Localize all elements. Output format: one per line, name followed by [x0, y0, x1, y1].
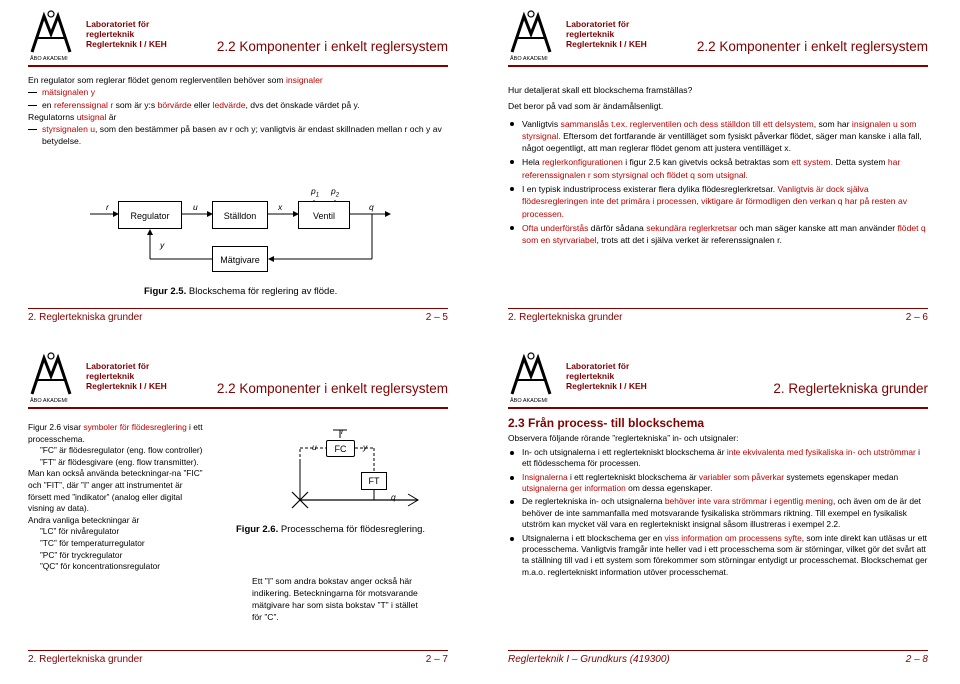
signal-r: r	[106, 202, 109, 212]
header-rule	[508, 65, 928, 67]
signal-y: y	[160, 240, 165, 250]
slide-2-5	[0, 0, 480, 342]
signal-x: x	[278, 202, 283, 212]
slide-title: 2.2 Komponenter i enkelt reglersystem	[216, 39, 448, 54]
signal-u: u	[193, 202, 198, 212]
lab-name: Laboratoriet för reglerteknik Reglerteknik I / KEH	[566, 19, 647, 49]
bullet-2: Insignalerna i ett reglertekniskt blockschema är variabler som påverkar systemets egenskaper medan utsignalerna ger information om dessa egenskaper.	[508, 472, 928, 495]
slide-2-8	[480, 342, 960, 684]
figure-caption: Figur 2.5. Blockschema för reglering av flöde.	[144, 286, 338, 297]
lab-name: Laboratoriet för reglerteknik Reglerteknik I / KEH	[566, 361, 647, 391]
signal-y: y	[363, 442, 368, 452]
slide-header	[508, 8, 928, 62]
slide-footer: 2. Reglertekniska grunder 2 – 6	[508, 312, 928, 323]
bullet-2: Hela reglerkonfigurationen i figur 2.5 kan givetvis också betraktas som ett system. Detta system har referenssignalen r som styrsignal och flödet q som utsignal.	[508, 156, 928, 181]
slide-body: Figur 2.6 visar symboler för flödesreglering i ett processchema. ”FC” är flödesregulator (eng. flow controller) ”FT” är flödesgivare (eng. flow transmitter). Man kan också använda beteckningar-na ”FIC” och ”FIT”, där ”I” anger att instrumentet är försett med ”indikator” (analog eller digital visning av data). Andra vanliga beteckningar är ”LC” för nivåregulator ”TC” för temperaturregulator ”PC” för tryckregulator ”QC” för koncentrationsregulator	[28, 422, 203, 572]
slide-title: 2.2 Komponenter i enkelt reglersystem	[696, 39, 928, 54]
bullet-matsignal: mätsignalen y	[28, 86, 448, 98]
signal-p1: $p_1$	[311, 186, 320, 199]
footer-rule	[508, 308, 928, 309]
stalldon-block: Ställdon	[212, 201, 268, 229]
slide-title: 2.2 Komponenter i enkelt reglersystem	[216, 381, 448, 396]
matgivare-block: Mätgivare	[212, 246, 268, 272]
svg-text:ÅBO AKADEMI: ÅBO AKADEMI	[30, 398, 68, 404]
slide-footer: Reglerteknik I – Grundkurs (419300) 2 – 8	[508, 654, 928, 665]
bullet-1: Vanligtvis sammanslås t.ex. reglerventilen och dess ställdon till ett delsystem, som har insignalen u som styrsignal. Eftersom det fortfarande är ventilläget som fysiskt påverkar flödet, säger man kanske i alla fall, något oegentligt, att man reglerar flödet genom att justera ventilläget x.	[508, 118, 928, 155]
bullet-3: I en typisk industriprocess existerar flera dylika flödesreglerkretsar. Vanligtvis är dock själva flödesregleringen inte det primära i processen, viktigare är förmodligen den verkan q har på resten av processen.	[508, 183, 928, 220]
signal-q: q	[391, 492, 396, 502]
svg-text:ÅBO AKADEMI: ÅBO AKADEMI	[510, 56, 548, 62]
abo-akademi-logo	[508, 8, 554, 62]
block-diagram-2-5	[0, 0, 480, 300]
bullet-1: In- och utsignalerna i ett reglertekniskt blockschema är inte ekvivalenta med fysikaliska in- och utströmmar i ett flödesschema för processen.	[508, 447, 928, 470]
lab-name: Laboratoriet för reglerteknik Reglerteknik I / KEH	[86, 361, 167, 391]
slide-body: 2.3 Från process- till blockschema Observera följande rörande ”reglertekniska” in- och utsignaler: In- och utsignalerna i ett reglertekniskt blockschema är inte ekvivalenta med fysikaliska in- och utströmmar i ett flödesschema för processen. Insignalerna i ett reglertekniskt blockschema är variabler som påverkar systemets egenskaper medan utsignalerna ger information om dessa egenskaper. De reglertekniska in- och utsignalerna behöver inte vara strömmar i egentlig mening, och även om de är det behöver de inte sammanfalla med motsvarande fysikaliska strömmars riktning. Till exempel en fysikalisk utström kan mycket väl vara en reglertekniskt insignal såsom illustreras i exempel 2.2. Utsignalerna i ett blockschema ger en viss information om processens syfte, som inte direkt kan utläsas ur ett processchema. Vanligtvis framgår inte heller vad i ett processchema som är störningar, vilket gör det svårt att ta ställning till vad i ett system som förekommer som störningar entydigt ur processchemat. Blockschemat ger m.a.o. reglertekniskt information utöver processchemat.	[508, 416, 928, 577]
figure-caption: Figur 2.6. Processchema för flödesreglering.	[236, 524, 426, 535]
signal-u: u	[312, 442, 317, 452]
section-heading: 2.3 Från process- till blockschema	[508, 416, 705, 430]
header-rule	[508, 407, 928, 409]
slide-body: En regulator som reglerar flödet genom reglerventilen behöver som insignaler mätsignalen y en referenssignal r som är y:s börvärde eller ledvärde, dvs det önskade värdet på y. Regulatorns utsignal är styrsignalen u, som den bestämmer på basen av r och y; vanligtvis är endast skillnaden mellan r och y av betydelse.	[28, 74, 448, 148]
svg-text:ÅBO AKADEMI: ÅBO AKADEMI	[30, 56, 68, 62]
slide-2-6	[480, 0, 960, 342]
bullet-4: Ofta underförstås därför sådana sekundära reglerkretsar och man säger kanske att man använder flödet q som en styrvariabel, trots att det i själva verket är referenssignalen r.	[508, 222, 928, 247]
abo-akademi-logo	[508, 350, 554, 404]
fc-block: FC	[326, 440, 355, 457]
bullet-4: Utsignalerna i ett blockschema ger en viss information om processens syfte, som inte direkt kan utläsas ur ett processchema. Vanligtvis framgår inte heller vad i ett processchema som är störningar, vilket gör det svårt att ta ställning till vad i ett system som förekommer som störningar entydigt ur processchemat. Blockschemat ger m.a.o. reglertekniskt information utöver processchemat.	[508, 533, 928, 579]
ventil-block: Ventil	[298, 201, 350, 229]
lab-name: Laboratoriet för reglerteknik Reglerteknik I / KEH	[86, 19, 167, 49]
footer-rule	[28, 308, 448, 309]
slide-footer: 2. Reglertekniska grunder 2 – 5	[28, 312, 448, 323]
slide-footer: 2. Reglertekniska grunder 2 – 7	[28, 654, 448, 665]
process-diagram-2-6	[0, 342, 480, 642]
slide-2-7	[0, 342, 480, 684]
bullet-referens: en referenssignal r som är y:s börvärde eller ledvärde, dvs det önskade värdet på y.	[28, 99, 448, 111]
slide-title: 2. Reglertekniska grunder	[773, 381, 928, 396]
footer-rule	[508, 650, 928, 651]
signal-q: q	[369, 202, 374, 212]
bullet-styrsignal: styrsignalen u, som den bestämmer på basen av r och y; vanligtvis är endast skillnaden mellan r och y av betydelse.	[28, 123, 448, 148]
note-text: Ett ”I” som andra bokstav anger också här indikering. Beteckningarna för motsvarande mätgivare har som sista bokstav ”T” i stället för ”C”.	[252, 576, 418, 622]
signal-p2: $p_2$	[331, 186, 340, 199]
footer-rule	[28, 650, 448, 651]
regulator-block: Regulator	[118, 201, 182, 229]
svg-text:ÅBO AKADEMI: ÅBO AKADEMI	[510, 398, 548, 404]
bullet-3: De reglertekniska in- och utsignalerna behöver inte vara strömmar i egentlig mening, och även om de är det behöver de inte sammanfalla med motsvarande fysikaliska strömmars riktning. Till exempel en fysikalisk utström kan mycket väl vara en reglertekniskt insignal såsom illustreras i exempel 2.2.	[508, 496, 928, 530]
slide-header	[508, 350, 928, 404]
signal-r: r	[341, 426, 344, 436]
ft-block: FT	[361, 472, 387, 490]
slide-body: Hur detaljerat skall ett blockschema framställas? Det beror på vad som är ändamålsenligt. Vanligtvis sammanslås t.ex. reglerventilen och dess ställdon till ett delsystem, som har insignalen u som styrsignal. Eftersom det fortfarande är ventilläget som fysiskt påverkar flödet, säger man kanske i alla fall, något oegentligt, att man reglerar flödet genom att justera ventilläget x. Hela reglerkonfigurationen i figur 2.5 kan givetvis också betraktas som ett system. Detta system har referenssignalen r som styrsignal och flödet q som utsignal. I en typisk industriprocess existerar flera dylika flödesreglerkretsar. Vanligtvis är dock själva flödesregleringen inte det primära i processen, viktigare är förmodligen den verkan q har på resten av processen. Ofta underförstås därför sådana sekundära reglerkretsar och man säger kanske att man använder flödet q som en styrvariabel, trots att det i själva verket är referenssignalen r.	[508, 84, 928, 247]
